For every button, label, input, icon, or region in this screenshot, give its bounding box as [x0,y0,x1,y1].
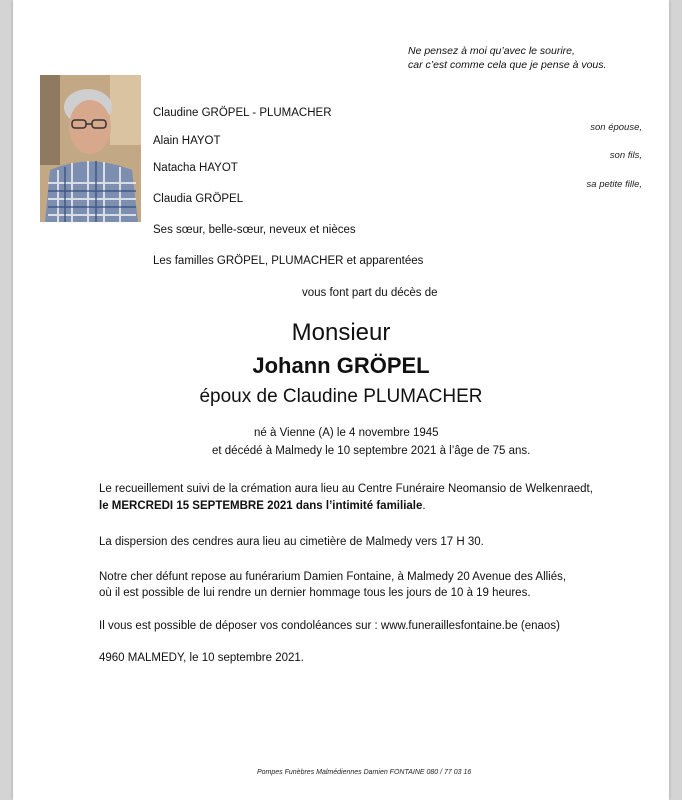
other-relatives: Ses sœur, belle-sœur, neveux et nièces [153,224,356,236]
announcement: vous font part du décès de [302,287,438,299]
birth-info: né à Vienne (A) le 4 novembre 1945 [254,427,439,439]
family-relation-2: son fils, [609,150,642,161]
funeral-home-footer: Pompes Funèbres Malmédiennes Damien FONTAINE 080 / 77 03 16 [257,769,472,776]
families-line: Les familles GRÖPEL, PLUMACHER et apparentées [153,255,424,267]
quote-line-1: Ne pensez à moi qu’avec le sourire, [408,45,575,57]
family-relation-3: sa petite fille, [586,179,642,190]
deceased-spouse: époux de Claudine PLUMACHER [199,386,483,407]
family-member-4: Claudia GRÖPEL [153,193,244,205]
ceremony-line-1: Le recueillement suivi de la crémation aura lieu au Centre Funéraire Neomansio de Welkenraedt, [99,483,593,495]
portrait-image [40,75,141,222]
condolences-info: Il vous est possible de déposer vos condoléances sur : www.funeraillesfontaine.be (enaos) [99,620,560,632]
ceremony-line-end: . [422,500,426,512]
deceased-name: Johann GRÖPEL [252,353,430,378]
death-info: et décédé à Malmedy le 10 septembre 2021 à l’âge de 75 ans. [212,445,531,457]
family-member-3: Natacha HAYOT [153,162,238,174]
deceased-photo [40,75,141,222]
deceased-title: Monsieur [291,319,391,346]
rest-line-1: Notre cher défunt repose au funérarium Damien Fontaine, à Malmedy 20 Avenue des Alliés, [99,571,567,583]
ceremony-date: le MERCREDI 15 SEPTEMBRE 2021 dans l’intimité familiale [99,500,423,512]
family-relation-1: son épouse, [590,122,642,133]
quote-line-2: car c’est comme cela que je pense à vous. [408,59,607,71]
family-member-2: Alain HAYOT [153,135,221,147]
family-member-1: Claudine GRÖPEL - PLUMACHER [153,107,332,119]
dispersion-info: La dispersion des cendres aura lieu au cimetière de Malmedy vers 17 H 30. [99,536,484,548]
place-date: 4960 MALMEDY, le 10 septembre 2021. [99,652,304,664]
rest-line-2: où il est possible de lui rendre un dernier hommage tous les jours de 10 à 19 heures. [99,587,531,599]
obituary-page [13,0,669,800]
ceremony-line-2 [99,500,426,512]
